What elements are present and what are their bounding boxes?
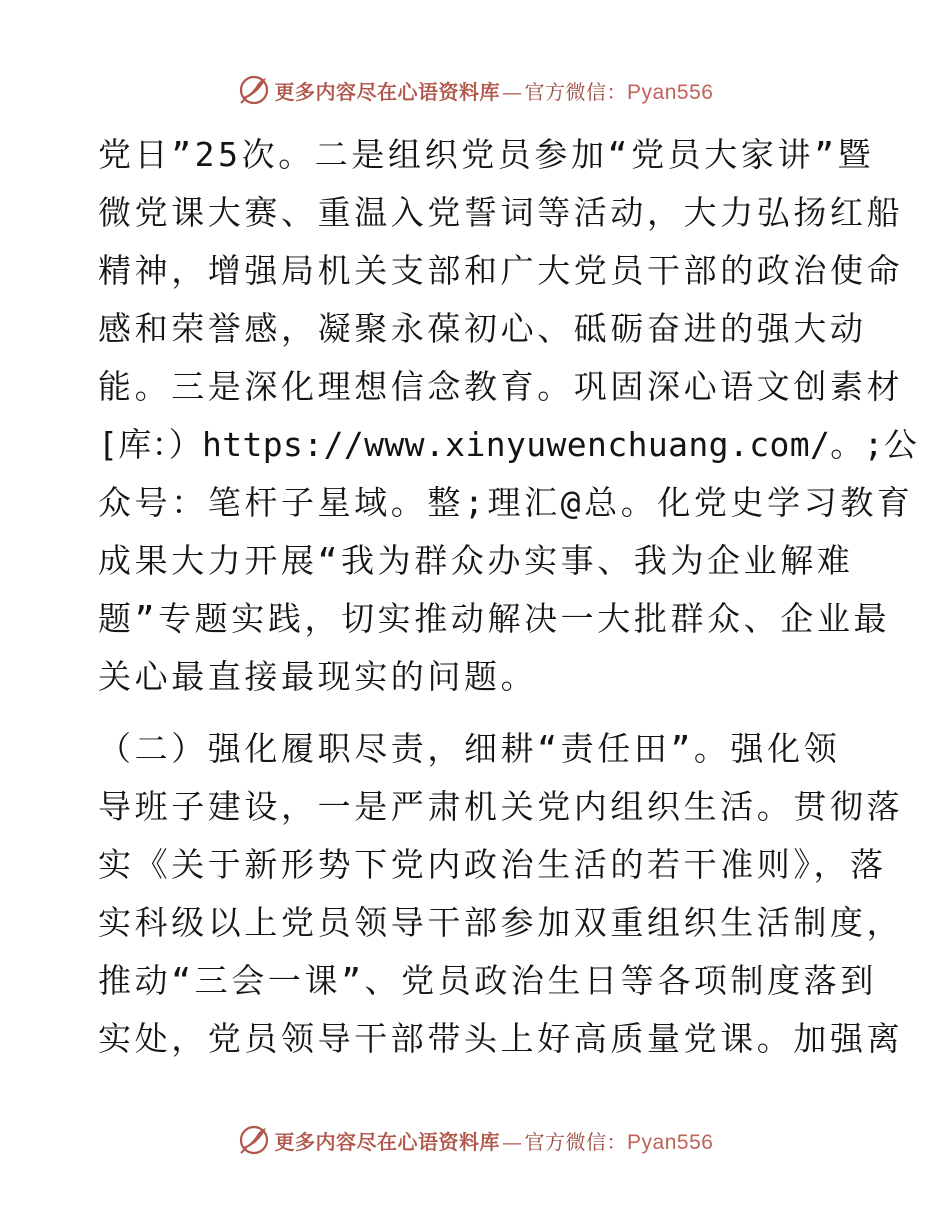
text-line: 实科级以上党员领导干部参加双重组织生活制度， bbox=[98, 903, 904, 942]
header-handle: Pyan556 bbox=[627, 80, 714, 104]
text-line: 实《关于新形势下党内政治生活的若干准则》，落 bbox=[98, 845, 887, 884]
footer-handle: Pyan556 bbox=[627, 1130, 714, 1154]
header-text bbox=[275, 76, 714, 105]
text-line: 导班子建设，一是严肃机关党内组织生活。贯彻落 bbox=[98, 787, 904, 826]
header-wechat-label: 官方微信： bbox=[524, 79, 628, 104]
footer-separator: — bbox=[502, 1129, 523, 1154]
text-line: 微党课大赛、重温入党誓词等活动，大力弘扬红船 bbox=[98, 193, 904, 232]
text-line: 能。三是深化理想信念教育。巩固深心语文创素材 bbox=[98, 367, 904, 406]
paragraph-2 bbox=[98, 720, 904, 1068]
text-line: 实处，党员领导干部带头上好高质量党课。加强离 bbox=[98, 1019, 904, 1058]
text-line: 关心最直接最现实的问题。 bbox=[98, 657, 538, 696]
text-line: （二）强化履职尽责，细耕“责任田”。强化领 bbox=[98, 729, 841, 768]
quill-logo-icon bbox=[237, 73, 271, 107]
text-line: 众号：笔杆子星域。整;理汇@总。化党史学习教育 bbox=[98, 483, 914, 522]
paragraph-1 bbox=[98, 126, 918, 706]
paragraph-gap bbox=[98, 706, 858, 720]
text-line: 精神，增强局机关支部和广大党员干部的政治使命 bbox=[98, 251, 904, 290]
text-line: [库：）https://www.xinyuwenchuang.com/。;公 bbox=[98, 425, 918, 464]
header-site-text: 更多内容尽在心语资料库 bbox=[274, 79, 501, 104]
quill-logo-icon bbox=[237, 1123, 271, 1157]
text-line: 成果大力开展“我为群众办实事、我为企业解难 bbox=[98, 541, 854, 580]
header-separator: — bbox=[502, 79, 523, 104]
document-body bbox=[98, 126, 918, 1068]
footer-banner bbox=[0, 1120, 950, 1160]
footer-text bbox=[275, 1126, 714, 1155]
text-line: 党日”25次。二是组织党员参加“党员大家讲”暨 bbox=[98, 135, 875, 174]
header-banner bbox=[0, 70, 950, 110]
text-line: 题”专题实践，切实推动解决一大批群众、企业最 bbox=[98, 599, 891, 638]
text-line: 感和荣誉感，凝聚永葆初心、砥砺奋进的强大动 bbox=[98, 309, 867, 348]
footer-wechat-label: 官方微信： bbox=[524, 1129, 628, 1154]
text-line: 推动“三会一课”、党员政治生日等各项制度落到 bbox=[98, 961, 877, 1000]
footer-site-text: 更多内容尽在心语资料库 bbox=[274, 1129, 501, 1154]
